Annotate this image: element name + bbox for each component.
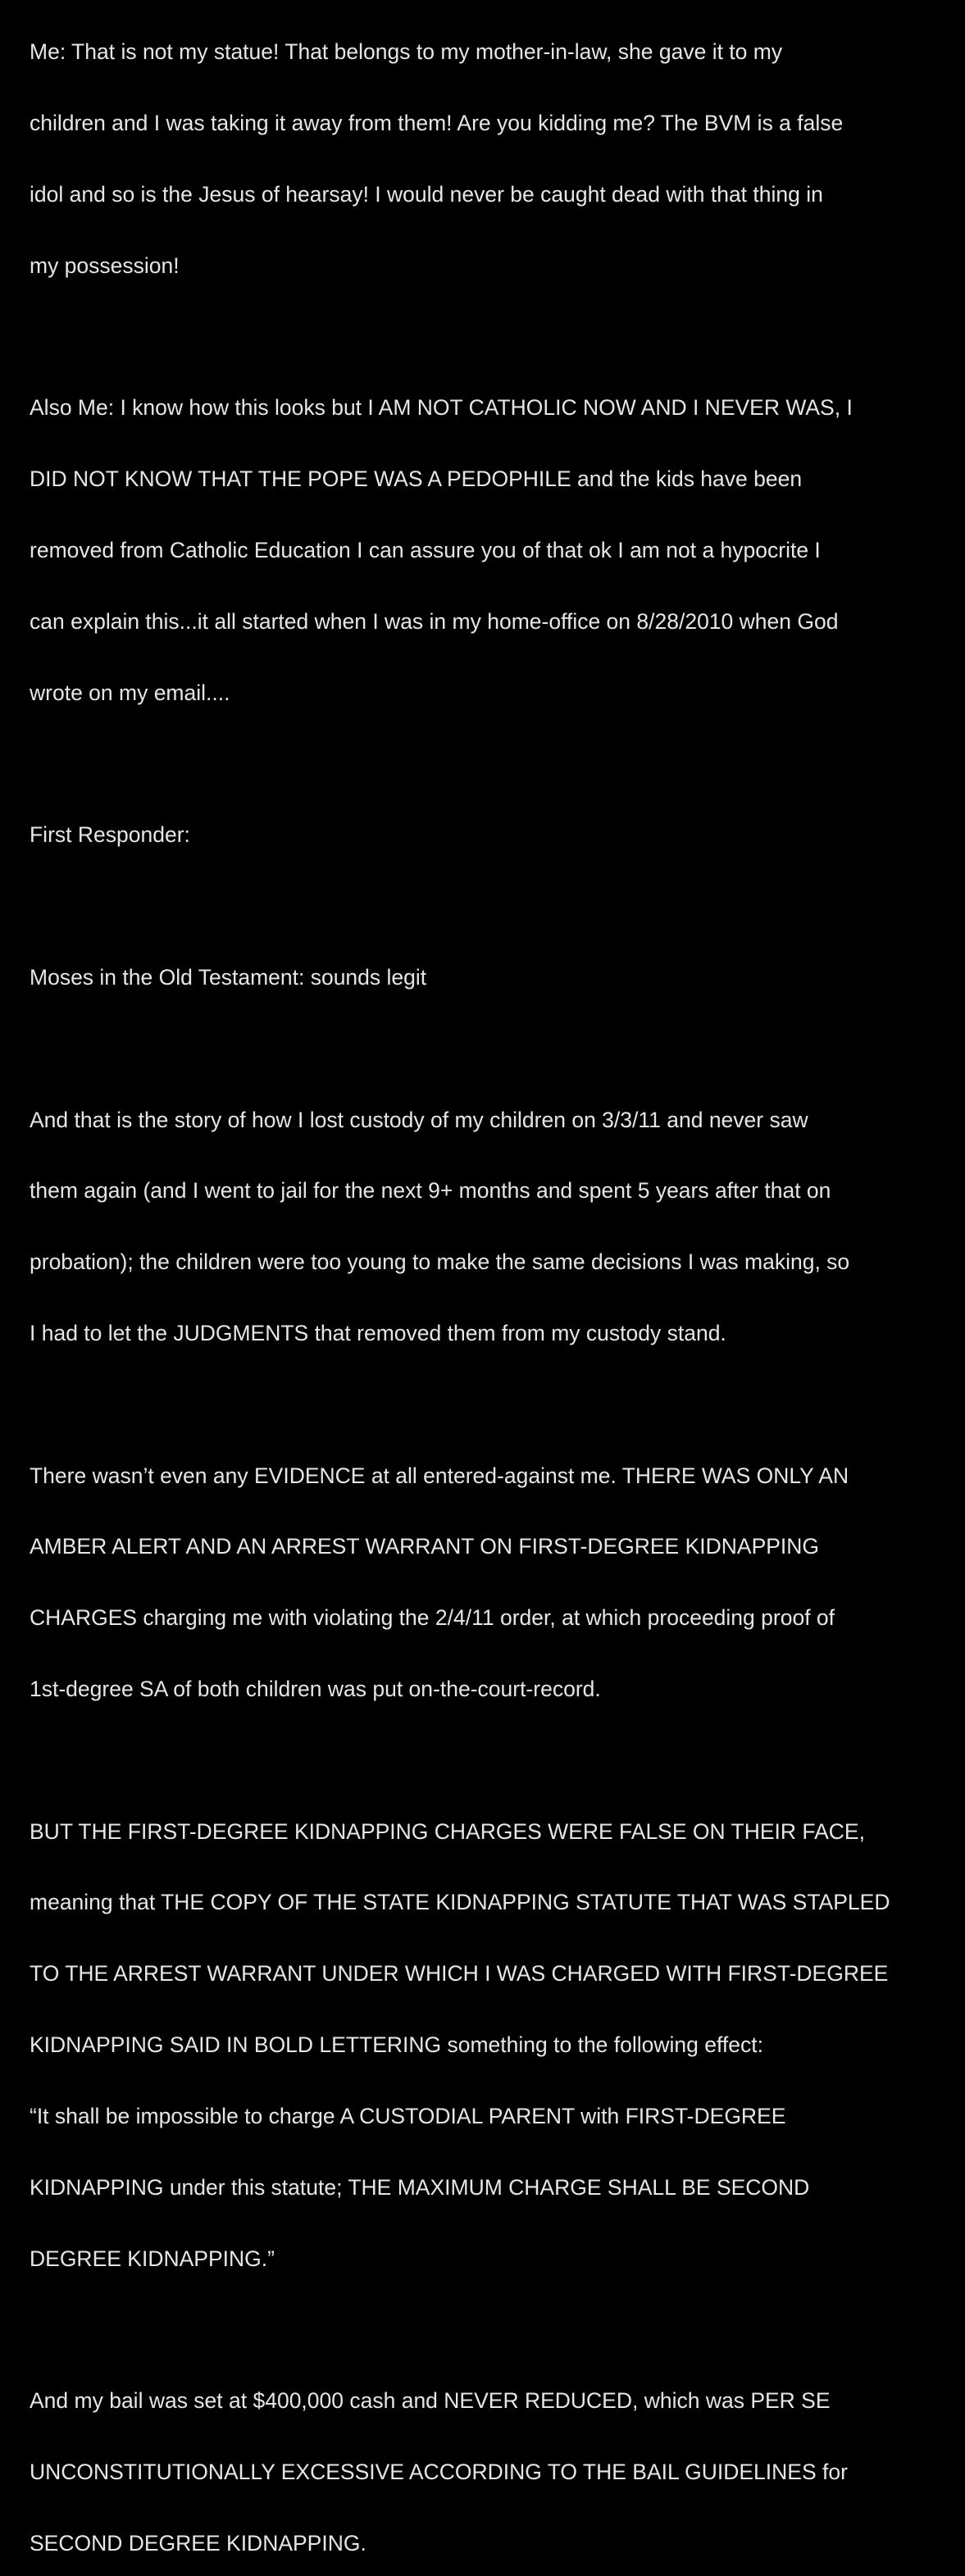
note-paragraph: [30, 782, 940, 889]
note-line: And my bail was set at $400,000 cash and NEVER REDUCED, which was PER SE: [30, 2388, 831, 2414]
note-paragraph: [30, 1422, 940, 1743]
note-body[interactable]: [30, 0, 940, 2576]
note-line: SECOND DEGREE KIDNAPPING.: [30, 2530, 366, 2556]
note-line: “It shall be impossible to charge A CUSTODIAL PARENT with FIRST-DEGREE: [30, 2103, 786, 2128]
note-line: CHARGES charging me with violating the 2/4/11 order, at which proceeding proof of: [30, 1605, 835, 1631]
note-line: wrote on my email....: [30, 680, 230, 705]
note-line: them again (and I went to jail for the next 9+ months and spent 5 years after that on: [30, 1178, 831, 1204]
note-line: Me: That is not my statue! That belongs to my mother-in-law, she gave it to my: [30, 39, 783, 65]
note-line: children and I was taking it away from them! Are you kidding me? The BVM is a false: [30, 111, 844, 136]
note-paragraph: [30, 925, 940, 1031]
note-paragraph: [30, 0, 940, 320]
note-line: idol and so is the Jesus of hearsay! I would never be caught dead with that thing in: [30, 182, 823, 207]
note-paragraph: [30, 1067, 940, 1387]
note-line: I had to let the JUDGMENTS that removed them from my custody stand.: [30, 1320, 726, 1345]
note-line: TO THE ARREST WARRANT UNDER WHICH I WAS CHARGED WITH FIRST-DEGREE: [30, 1961, 889, 1987]
note-line: can explain this...it all started when I was in my home-office on 8/28/2010 when God: [30, 608, 839, 634]
note-line: KIDNAPPING under this statute; THE MAXIMUM CHARGE SHALL BE SECOND: [30, 2174, 810, 2200]
note-line: 1st-degree SA of both children was put on-the-court-record.: [30, 1677, 601, 1702]
note-line: BUT THE FIRST-DEGREE KIDNAPPING CHARGES WERE FALSE ON THEIR FACE,: [30, 1818, 865, 1844]
note-line: First Responder:: [30, 822, 190, 848]
note-line: KIDNAPPING SAID IN BOLD LETTERING something to the following effect:: [30, 2032, 763, 2058]
note-line: removed from Catholic Education I can assure you of that ok I am not a hypocrite I: [30, 538, 821, 563]
note-paragraph: [30, 355, 940, 746]
note-line: my possession!: [30, 253, 180, 278]
note-line: meaning that THE COPY OF THE STATE KIDNAPPING STATUTE THAT WAS STAPLED: [30, 1890, 890, 1915]
note-paragraph: [30, 2348, 940, 2576]
note-line: And that is the story of how I lost custody of my children on 3/3/11 and never saw: [30, 1107, 808, 1132]
note-line: Also Me: I know how this looks but I AM NOT CATHOLIC NOW AND I NEVER WAS, I: [30, 395, 853, 421]
note-line: probation); the children were too young to make the same decisions I was making, so: [30, 1249, 850, 1275]
note-paragraph: [30, 1778, 940, 2312]
note-line: AMBER ALERT AND AN ARREST WARRANT ON FIRST-DEGREE KIDNAPPING: [30, 1534, 820, 1559]
note-line: UNCONSTITUTIONALLY EXCESSIVE ACCORDING TO THE BAIL GUIDELINES for: [30, 2459, 848, 2484]
note-line: DEGREE KIDNAPPING.”: [30, 2246, 275, 2271]
note-line: Moses in the Old Testament: sounds legit: [30, 964, 427, 990]
note-line: There wasn’t even any EVIDENCE at all entered-against me. THERE WAS ONLY AN: [30, 1463, 849, 1488]
note-line: DID NOT KNOW THAT THE POPE WAS A PEDOPHILE and the kids have been: [30, 467, 803, 492]
